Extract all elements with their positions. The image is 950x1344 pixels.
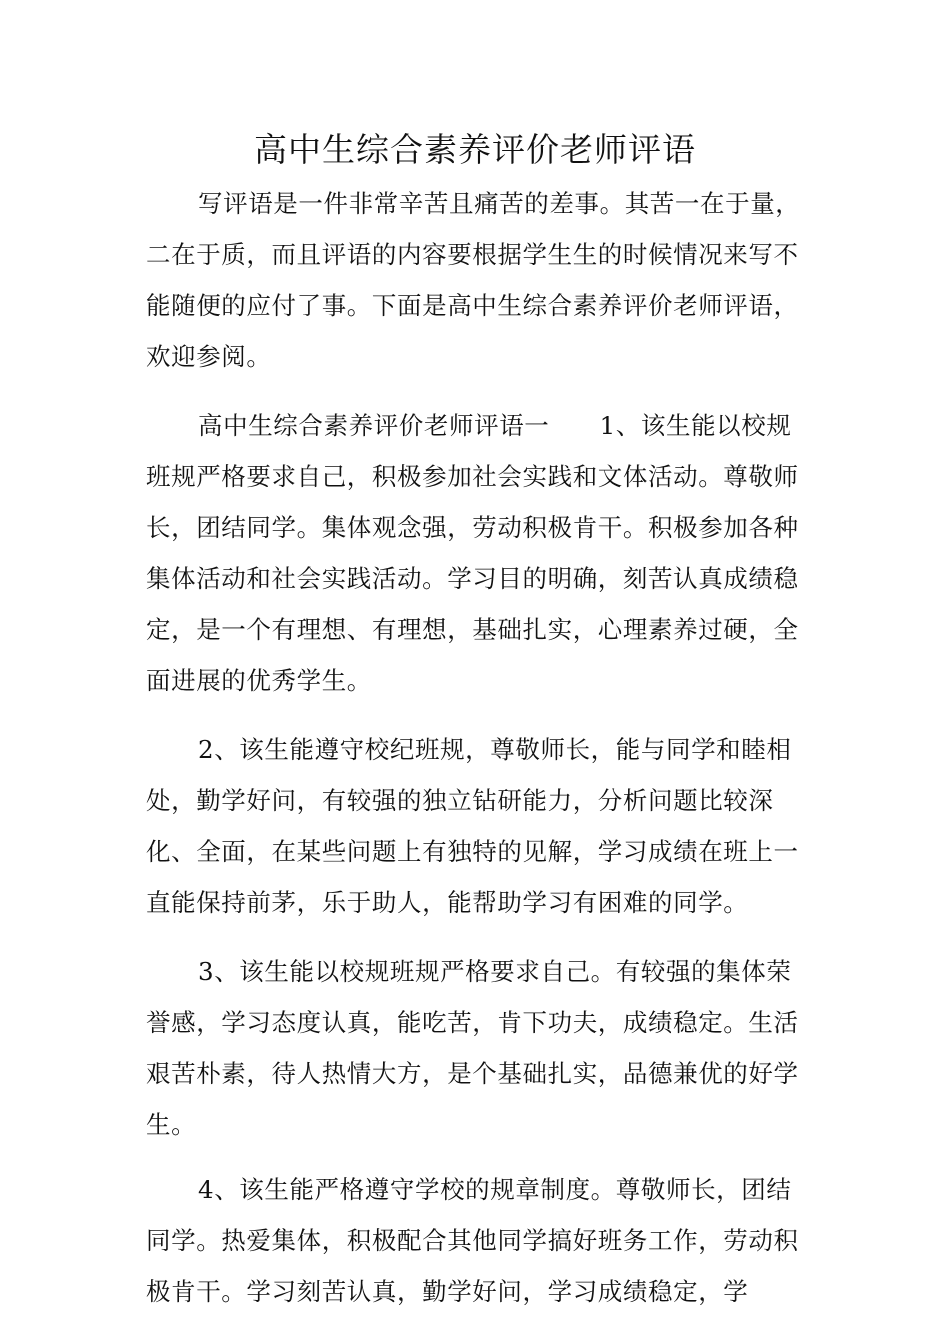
document-body [146, 178, 816, 1335]
intro-paragraph: 写评语是一件非常辛苦且痛苦的差事。其苦一在于量，二在于质，而且评语的内容要根据学生生的时候情况来写不能随便的应付了事。下面是高中生综合素养评价老师评语，欢迎参阅。 [146, 189, 801, 371]
comment-paragraph-2: 2、该生能遵守校纪班规，尊敬师长，能与同学和睦相处，勤学好问，有较强的独立钻研能力，分析问题比较深化、全面，在某些问题上有独特的见解，学习成绩在班上一直能保持前茅，乐于助人，能帮助学习有困难的同学。 [146, 735, 799, 917]
comment-paragraph-3: 3、该生能以校规班规严格要求自己。有较强的集体荣誉感，学习态度认真，能吃苦，肯下功夫，成绩稳定。生活艰苦朴素，待人热情大方，是个基础扎实，品德兼优的好学生。 [146, 957, 799, 1139]
comment-paragraph-4: 4、该生能严格遵守学校的规章制度。尊敬师长，团结同学。热爱集体，积极配合其他同学搞好班务工作，劳动积极肯干。学习刻苦认真，勤学好问，学习成绩稳定，学 [146, 1175, 799, 1306]
comment-paragraph-1: 高中生综合素养评价老师评语一 1、该生能以校规班规严格要求自己，积极参加社会实践和文体活动。尊敬师长，团结同学。集体观念强，劳动积极肯干。积极参加各种集体活动和社会实践活动。学习目的明确，刻苦认真成绩稳定，是一个有理想、有理想，基础扎实，心理素养过硬，全面进展的优秀学生。 [146, 411, 799, 695]
document-title: 高中生综合素养评价老师评语 [254, 130, 696, 169]
